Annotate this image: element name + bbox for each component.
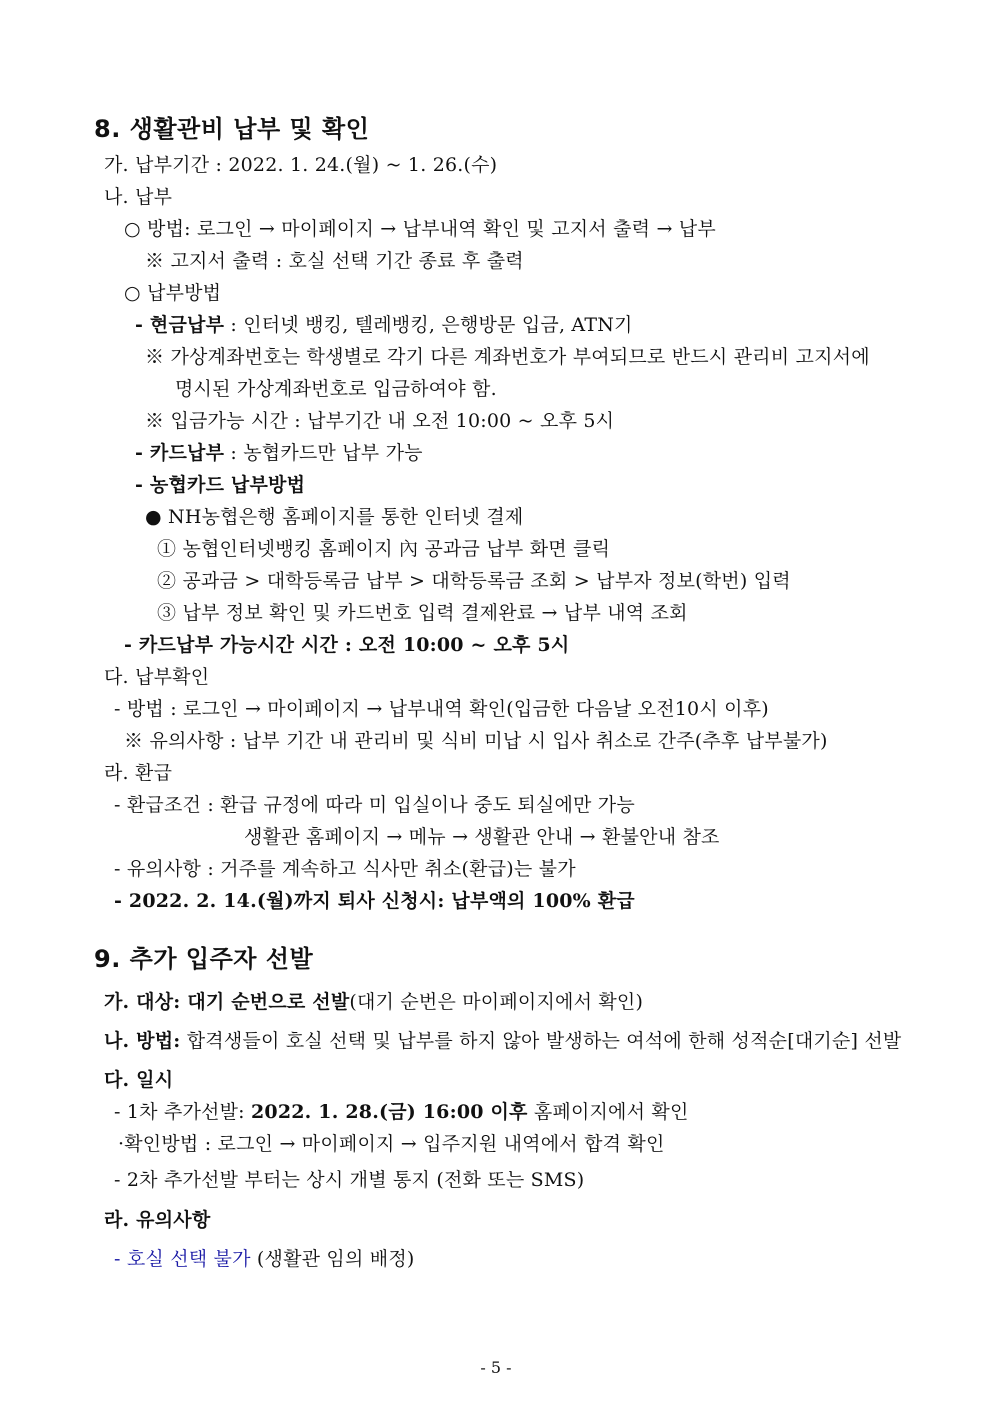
nh-bullet: ● NH농협은행 홈페이지를 통한 인터넷 결제	[145, 506, 524, 528]
schedule-heading: 다. 일시	[104, 1069, 174, 1091]
cash-note-3: ※ 입금가능 시간 : 납부기간 내 오전 10:00 ~ 오후 5시	[145, 410, 615, 432]
target-text: (대기 순번은 마이페이지에서 확인)	[349, 991, 644, 1013]
second-selection: - 2차 추가선발 부터는 상시 개별 통지 (전화 또는 SMS)	[114, 1169, 585, 1191]
nh-card-method-heading: - 농협카드 납부방법	[135, 474, 306, 496]
step-1: ① 농협인터넷뱅킹 홈페이지 內 공과금 납부 화면 클릭	[157, 538, 611, 560]
first-selection-suffix: 홈페이지에서 확인	[527, 1101, 689, 1123]
cash-note-2: 명시된 가상계좌번호로 입금하여야 함.	[175, 378, 497, 400]
step-3: ③ 납부 정보 확인 및 카드번호 입력 결제완료 → 납부 내역 조회	[157, 602, 688, 624]
first-selection	[114, 1100, 689, 1124]
method	[104, 1029, 901, 1053]
card-payment-text: : 농협카드만 납부 가능	[224, 442, 423, 464]
method-text: 합격생들이 호실 선택 및 납부를 하지 않아 발생하는 여석에 한해 성적순[대기순] 선발	[180, 1030, 902, 1052]
refund-condition: - 환급조건 : 환급 규정에 따라 미 입실이나 중도 퇴실에만 가능	[114, 794, 635, 816]
first-selection-check: ·확인방법 : 로그인 → 마이페이지 → 입주지원 내역에서 합격 확인	[118, 1133, 665, 1155]
refund-deadline: - 2022. 2. 14.(월)까지 퇴사 신청시: 납부액의 100% 환급	[114, 890, 635, 912]
payment-methods-heading: ○ 납부방법	[124, 282, 222, 304]
section-8-title: 8. 생활관비 납부 및 확인	[94, 115, 370, 143]
cash-payment-label: - 현금납부	[135, 314, 225, 336]
refund-reference: 생활관 홈페이지 → 메뉴 → 생활관 안내 → 환불안내 참조	[244, 826, 720, 848]
card-payment-label: - 카드납부	[135, 442, 225, 464]
step-2: ② 공과금 > 대학등록금 납부 > 대학등록금 조회 > 납부자 정보(학번) 입력	[157, 570, 791, 592]
payment-period: 가. 납부기간 : 2022. 1. 24.(월) ~ 1. 26.(수)	[104, 154, 498, 176]
method-label: 나. 방법:	[104, 1030, 181, 1052]
payment-confirm-heading: 다. 납부확인	[104, 666, 210, 688]
cash-payment	[135, 313, 633, 337]
target-label: 가. 대상: 대기 순번으로 선발	[104, 991, 350, 1013]
notes-heading: 라. 유의사항	[104, 1209, 211, 1231]
room-note	[114, 1247, 415, 1271]
room-note-highlight: - 호실 선택 불가	[114, 1248, 251, 1270]
payment-heading: 나. 납부	[104, 186, 173, 208]
card-payment-time: - 카드납부 가능시간 시간 : 오전 10:00 ~ 오후 5시	[124, 634, 570, 656]
card-payment	[135, 441, 423, 465]
section-9-title: 9. 추가 입주자 선발	[94, 945, 314, 973]
refund-heading: 라. 환급	[104, 762, 173, 784]
payment-method: ○ 방법: 로그인 → 마이페이지 → 납부내역 확인 및 고지서 출력 → 납부	[124, 218, 716, 240]
first-selection-date: 2022. 1. 28.(금) 16:00 이후	[251, 1101, 528, 1123]
room-note-text: (생활관 임의 배정)	[250, 1248, 415, 1270]
page-number: - 5 -	[480, 1358, 512, 1377]
refund-note: - 유의사항 : 거주를 계속하고 식사만 취소(환급)는 불가	[114, 858, 576, 880]
payment-confirm-note: ※ 유의사항 : 납부 기간 내 관리비 및 식비 미납 시 입사 취소로 간주(추후 납부불가)	[124, 730, 828, 752]
notice-print-note: ※ 고지서 출력 : 호실 선택 기간 종료 후 출력	[145, 250, 524, 272]
target	[104, 990, 643, 1014]
payment-confirm-method: - 방법 : 로그인 → 마이페이지 → 납부내역 확인(입금한 다음날 오전10시 이후)	[114, 698, 769, 720]
first-selection-prefix: - 1차 추가선발:	[114, 1101, 251, 1123]
cash-payment-text: : 인터넷 뱅킹, 텔레뱅킹, 은행방문 입금, ATN기	[224, 314, 633, 336]
cash-note-1: ※ 가상계좌번호는 학생별로 각기 다른 계좌번호가 부여되므로 반드시 관리비 고지서에	[145, 346, 870, 368]
